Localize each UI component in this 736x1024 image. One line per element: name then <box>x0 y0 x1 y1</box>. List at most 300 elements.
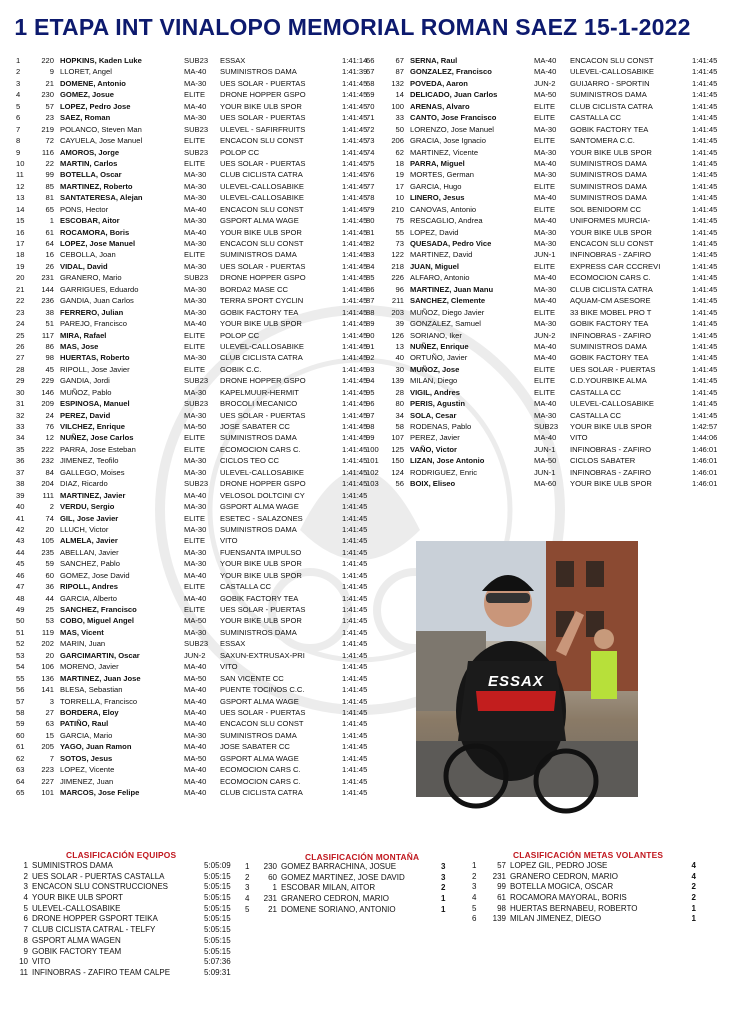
position-cell: 41 <box>16 513 25 523</box>
team-cell: ENCACON SLU CONST <box>220 719 304 729</box>
team-cell: GSPORT ALMA WAGE <box>220 753 299 763</box>
category-cell: ELITE <box>534 364 556 374</box>
category-cell: MA-30 <box>184 78 207 88</box>
dorsal-cell: 62 <box>395 147 404 157</box>
team-cell: ENCACON SLU CONST <box>220 136 304 146</box>
team-name: VITO <box>32 957 51 967</box>
rider-name-cell: ORTUÑO, Javier <box>410 353 468 363</box>
dorsal-cell: 111 <box>42 490 54 500</box>
dorsal-cell: 139 <box>391 376 404 386</box>
position-cell: 53 <box>16 650 25 660</box>
rider-name-cell: GARCIA, Mario <box>60 730 113 740</box>
position-cell: 39 <box>16 490 25 500</box>
result-row <box>366 341 736 352</box>
position-cell: 68 <box>366 78 375 88</box>
time-cell: 1:41:45 <box>342 742 368 752</box>
rider-name-cell: PAREJO, Francisco <box>60 319 127 329</box>
position-cell: 6 <box>16 113 21 123</box>
category-cell: ELITE <box>184 90 206 100</box>
result-row <box>16 661 386 672</box>
team-cell: C.D.YOURBIKE ALMA <box>570 376 647 386</box>
position-cell: 29 <box>16 376 25 386</box>
category-cell: MA-30 <box>184 216 207 226</box>
team-cell: YOUR BIKE ULB SPOR <box>220 101 302 111</box>
dorsal-cell: 23 <box>45 113 54 123</box>
mountain-dorsal: 60 <box>268 872 277 882</box>
category-cell: MA-40 <box>534 56 557 65</box>
time-cell: 1:41:45 <box>342 307 368 317</box>
category-cell: MA-30 <box>184 410 207 420</box>
position-cell: 103 <box>366 479 379 489</box>
time-cell: 1:41:45 <box>342 376 368 386</box>
position-cell: 12 <box>16 181 25 191</box>
time-cell: 1:41:45 <box>342 364 368 374</box>
dorsal-cell: 16 <box>45 250 54 260</box>
position-cell: 42 <box>16 524 25 534</box>
team-time: 5:09:31 <box>204 967 231 977</box>
time-cell: 1:41:45 <box>692 376 718 386</box>
result-row <box>16 467 386 478</box>
result-row <box>16 192 386 203</box>
category-cell: MA-30 <box>184 627 207 637</box>
mountain-position: 3 <box>245 883 250 893</box>
time-cell: 1:41:45 <box>692 204 718 214</box>
category-cell: MA-40 <box>534 353 557 363</box>
result-row <box>16 764 386 775</box>
dorsal-cell: 55 <box>395 227 404 237</box>
category-cell: SUB23 <box>184 124 209 134</box>
time-cell: 1:41:45 <box>342 124 368 134</box>
rider-name-cell: JIMENEZ, Teofilo <box>60 456 119 466</box>
rider-name-cell: ROCAMORA, Boris <box>60 227 130 237</box>
position-cell: 35 <box>16 444 25 454</box>
rider-name-cell: DELICADO, Juan Carlos <box>410 90 498 100</box>
result-row <box>16 112 386 123</box>
page-title: 1 ETAPA INT VINALOPO MEMORIAL ROMAN SAEZ 15-1-2022 <box>14 14 691 40</box>
position-cell: 87 <box>366 296 375 306</box>
dorsal-cell: 122 <box>391 250 404 260</box>
position-cell: 97 <box>366 410 375 420</box>
rider-name-cell: PARRA, Miguel <box>410 158 465 168</box>
category-cell: MA-30 <box>184 181 207 191</box>
category-cell: SUB23 <box>184 399 209 409</box>
team-cell: UES SOLAR - PUERTAS <box>220 158 306 168</box>
category-cell: MA-50 <box>184 673 207 683</box>
team-cell: GOBIK FACTORY TEA <box>220 307 299 317</box>
result-row <box>366 375 736 386</box>
time-cell: 1:42:57 <box>692 422 718 431</box>
category-cell: MA-30 <box>534 227 557 237</box>
result-row <box>16 753 386 764</box>
rider-name-cell: NUÑEZ, Jose Carlos <box>60 433 134 443</box>
team-time: 5:05:15 <box>204 925 231 935</box>
position-cell: 11 <box>16 170 24 180</box>
category-cell: SUB23 <box>184 479 209 489</box>
team-cell: CASTALLA CC <box>220 582 271 592</box>
team-time: 5:05:15 <box>204 935 231 945</box>
team-cell: YOUR BIKE ULB SPOR <box>220 319 302 329</box>
result-row <box>16 524 386 535</box>
rider-name-cell: SOTOS, Jesus <box>60 753 113 763</box>
category-cell: MA-50 <box>184 422 207 431</box>
position-cell: 88 <box>366 307 375 317</box>
team-cell: CASTALLA CC <box>570 410 621 420</box>
rider-name-cell: MARTINEZ, Javier <box>60 490 126 500</box>
time-cell: 1:41:45 <box>342 502 368 512</box>
rider-name-cell: JUAN, Miguel <box>410 261 459 271</box>
position-cell: 55 <box>16 673 25 683</box>
category-cell: MA-30 <box>184 353 207 363</box>
team-cell: CASTALLA CC <box>570 387 621 397</box>
position-cell: 9 <box>16 147 21 157</box>
team-row <box>14 914 244 925</box>
result-row <box>16 147 386 158</box>
category-cell: SUB23 <box>184 56 209 65</box>
dorsal-cell: 150 <box>391 456 404 466</box>
dorsal-cell: 20 <box>45 524 54 534</box>
team-cell: ESSAX <box>220 639 246 649</box>
team-name: INFINOBRAS - ZAFIRO TEAM CALPE <box>32 967 171 977</box>
team-cell: POLOP CC <box>220 147 260 157</box>
dorsal-cell: 136 <box>41 673 54 683</box>
time-cell: 1:41:45 <box>342 627 368 637</box>
mountain-rider-name: GOMEZ MARTINEZ, JOSE DAVID <box>281 872 405 882</box>
result-row <box>366 284 736 295</box>
category-cell: JUN-1 <box>534 467 556 477</box>
result-row <box>366 158 736 169</box>
category-cell: MA-50 <box>534 90 557 100</box>
result-row <box>16 741 386 752</box>
time-cell: 1:41:45 <box>342 181 368 191</box>
rider-name-cell: SANCHEZ, Pablo <box>60 559 120 569</box>
category-cell: SUB23 <box>184 639 209 649</box>
time-cell: 1:41:45 <box>692 330 718 340</box>
team-cell: DRONE HOPPER GSPO <box>220 273 306 283</box>
team-cell: SUMINISTROS DAMA <box>570 181 647 191</box>
dorsal-cell: 202 <box>41 639 54 649</box>
result-row <box>16 318 386 329</box>
team-position: 6 <box>23 914 28 924</box>
result-row <box>16 387 386 398</box>
category-cell: ELITE <box>184 364 206 374</box>
mountain-row <box>245 883 461 894</box>
position-cell: 48 <box>16 593 25 603</box>
team-cell: ECOMOCION CARS C. <box>570 273 651 283</box>
team-cell: YOUR BIKE ULB SPOR <box>570 479 652 489</box>
dorsal-cell: 34 <box>395 410 404 420</box>
dorsal-cell: 58 <box>395 422 404 431</box>
time-cell: 1:41:45 <box>342 158 368 168</box>
mountain-points: 1 <box>441 904 446 914</box>
dorsal-cell: 232 <box>41 456 54 466</box>
result-row <box>366 364 736 375</box>
result-row <box>366 147 736 158</box>
time-cell: 1:41:45 <box>342 650 368 660</box>
team-cell: GOBIK FACTORY TEA <box>220 593 299 603</box>
rider-name-cell: MIRA, Rafael <box>60 330 107 340</box>
dorsal-cell: 124 <box>391 467 404 477</box>
position-cell: 20 <box>16 273 25 283</box>
result-row <box>16 272 386 283</box>
dorsal-cell: 53 <box>45 616 54 626</box>
time-cell: 1:41:45 <box>342 193 368 203</box>
time-cell: 1:41:45 <box>692 101 718 111</box>
position-cell: 46 <box>16 570 25 580</box>
position-cell: 84 <box>366 261 375 271</box>
category-cell: MA-30 <box>184 467 207 477</box>
time-cell: 1:41:45 <box>692 67 718 77</box>
team-row <box>14 872 244 883</box>
dorsal-cell: 1 <box>49 216 54 226</box>
result-row <box>366 66 736 77</box>
time-cell: 1:41:45 <box>342 113 368 123</box>
result-row <box>16 375 386 386</box>
sprint-position: 4 <box>472 893 477 903</box>
result-row <box>366 249 736 260</box>
team-cell: CLUB CICLISTA CATRA <box>220 788 303 797</box>
dorsal-cell: 81 <box>45 193 54 203</box>
dorsal-cell: 56 <box>395 479 404 489</box>
dorsal-cell: 51 <box>45 319 54 329</box>
jersey-text: ESSAX <box>488 673 544 690</box>
team-cell: ESSAX <box>220 56 246 65</box>
team-cell: GSPORT ALMA WAGE <box>220 696 299 706</box>
team-cell: INFINOBRAS - ZAFIRO <box>570 444 652 454</box>
category-cell: ELITE <box>534 307 556 317</box>
rider-name-cell: LOPEZ, Vicente <box>60 765 115 775</box>
mountain-position: 2 <box>245 872 250 882</box>
team-name: SUMINISTROS DAMA <box>32 861 113 870</box>
time-cell: 1:41:45 <box>342 227 368 237</box>
time-cell: 1:41:45 <box>692 410 718 420</box>
dorsal-cell: 59 <box>45 559 54 569</box>
time-cell: 1:41:45 <box>692 353 718 363</box>
result-row <box>16 55 386 66</box>
rider-name-cell: MARCOS, Jose Felipe <box>60 788 140 797</box>
result-row <box>366 204 736 215</box>
result-row <box>16 718 386 729</box>
time-cell: 1:41:45 <box>692 56 718 65</box>
rider-name-cell: CANTO, Jose Francisco <box>410 113 497 123</box>
team-cell: ECOMOCION CARS C. <box>220 765 301 775</box>
dorsal-cell: 204 <box>41 479 54 489</box>
category-cell: JUN-2 <box>534 330 556 340</box>
team-cell: SUMINISTROS DAMA <box>570 170 647 180</box>
team-cell: AQUAM-CM ASESORE <box>570 296 651 306</box>
result-row <box>16 284 386 295</box>
team-cell: EXPRESS CAR CCCREVI <box>570 261 661 271</box>
dorsal-cell: 226 <box>391 273 404 283</box>
time-cell: 1:41:45 <box>692 158 718 168</box>
category-cell: MA-40 <box>184 788 207 797</box>
dorsal-cell: 30 <box>395 364 404 374</box>
team-cell: SUMINISTROS DAMA <box>220 250 297 260</box>
position-cell: 21 <box>16 284 25 294</box>
category-cell: MA-40 <box>534 341 557 351</box>
result-row <box>366 478 736 489</box>
dorsal-cell: 222 <box>41 444 54 454</box>
dorsal-cell: 105 <box>41 536 54 546</box>
category-cell: ELITE <box>534 204 556 214</box>
mountain-rider-name: DOMENE SORIANO, ANTONIO <box>281 904 396 914</box>
team-cell: INFINOBRAS - ZAFIRO <box>570 250 652 260</box>
team-cell: SUMINISTROS DAMA <box>220 524 297 534</box>
rider-name-cell: MARTINEZ, Roberto <box>60 181 133 191</box>
result-row <box>16 78 386 89</box>
category-cell: MA-40 <box>534 216 557 226</box>
rider-name-cell: BORDERA, Eloy <box>60 707 119 717</box>
dorsal-cell: 2 <box>49 502 54 512</box>
team-cell: GSPORT ALMA WAGE <box>220 502 299 512</box>
mountain-row <box>245 862 461 873</box>
position-cell: 80 <box>366 216 375 226</box>
mountain-dorsal: 1 <box>272 883 277 893</box>
category-cell: ELITE <box>534 101 556 111</box>
rider-name-cell: GARCIA, Alberto <box>60 593 117 603</box>
time-cell: 1:41:45 <box>692 239 718 248</box>
time-cell: 1:41:45 <box>342 547 368 557</box>
position-cell: 101 <box>366 456 379 466</box>
team-position: 8 <box>23 935 28 945</box>
category-cell: MA-40 <box>534 399 557 409</box>
time-cell: 1:41:45 <box>342 570 368 580</box>
time-cell: 1:41:45 <box>692 90 718 100</box>
team-time: 5:07:36 <box>204 957 231 967</box>
result-row <box>16 135 386 146</box>
rider-name-cell: RIPOLL, Andres <box>60 582 118 592</box>
rider-name-cell: PEREZ, Javier <box>410 433 460 443</box>
rider-name-cell: PEREZ, David <box>60 410 111 420</box>
team-cell: CLUB CICLISTA CATRA <box>570 101 653 111</box>
dorsal-cell: 7 <box>49 753 54 763</box>
time-cell: 1:41:39 <box>342 67 368 77</box>
dorsal-cell: 24 <box>45 410 54 420</box>
rider-name-cell: LLUCH, Victor <box>60 524 109 534</box>
team-classification-title: CLASIFICACIÓN EQUIPOS <box>66 850 177 860</box>
rider-name-cell: SOLA, Cesar <box>410 410 457 420</box>
dorsal-cell: 206 <box>391 136 404 146</box>
position-cell: 65 <box>16 788 25 797</box>
position-cell: 13 <box>16 193 25 203</box>
sprint-dorsal: 139 <box>492 914 506 924</box>
team-cell: UES SOLAR - PUERTAS <box>220 113 306 123</box>
result-row <box>16 787 386 798</box>
category-cell: ELITE <box>534 113 556 123</box>
team-cell: PUENTE TOCINOS C.C. <box>220 685 305 695</box>
rider-name-cell: BOTELLA, Oscar <box>60 170 122 180</box>
dorsal-cell: 116 <box>41 147 54 157</box>
mountain-row <box>245 905 461 916</box>
team-cell: JOSE SABATER CC <box>220 742 290 752</box>
team-cell: SUMINISTROS DAMA <box>220 627 297 637</box>
team-cell: ESETEC - SALAZONES <box>220 513 303 523</box>
result-row <box>366 455 736 466</box>
result-row <box>16 707 386 718</box>
rider-name-cell: GIL, Jose Javier <box>60 513 119 523</box>
result-row <box>366 352 736 363</box>
position-cell: 90 <box>366 330 375 340</box>
team-cell: YOUR BIKE ULB SPOR <box>570 422 652 431</box>
result-row <box>366 112 736 123</box>
position-cell: 19 <box>16 261 25 271</box>
rider-name-cell: GARRIGUES, Eduardo <box>60 284 139 294</box>
time-cell: 1:46:01 <box>692 467 718 477</box>
team-cell: VELOSOL DOLTCINI CY <box>220 490 305 500</box>
time-cell: 1:41:45 <box>342 490 368 500</box>
dorsal-cell: 96 <box>395 284 404 294</box>
result-row <box>16 696 386 707</box>
dorsal-cell: 19 <box>395 170 404 180</box>
dorsal-cell: 219 <box>41 124 54 134</box>
time-cell: 1:41:45 <box>692 181 718 191</box>
result-row <box>16 558 386 569</box>
result-row <box>366 398 736 409</box>
result-row <box>16 238 386 249</box>
result-row <box>16 249 386 260</box>
team-cell: ECOMOCION CARS C. <box>220 444 301 454</box>
rider-name-cell: GONZALEZ, Francisco <box>410 67 492 77</box>
sprint-points: 4 <box>691 871 696 881</box>
position-cell: 1 <box>16 56 21 65</box>
result-row <box>16 444 386 455</box>
category-cell: ELITE <box>534 261 556 271</box>
dorsal-cell: 26 <box>45 261 54 271</box>
rider-name-cell: VILCHEZ, Enrique <box>60 422 125 431</box>
result-row <box>16 501 386 512</box>
mountain-rider-name: GOMEZ BARRACHINA, JOSUE <box>281 862 397 871</box>
team-name: GOBIK FACTORY TEAM <box>32 946 122 956</box>
time-cell: 1:46:01 <box>692 444 718 454</box>
result-row <box>366 272 736 283</box>
rider-name-cell: MARTINEZ, Juan Jose <box>60 673 141 683</box>
rider-name-cell: GANDIA, Jordi <box>60 376 110 386</box>
dorsal-cell: 60 <box>45 570 54 580</box>
time-cell: 1:41:45 <box>342 136 368 146</box>
team-name: GSPORT ALMA WAGEN <box>32 935 121 945</box>
dorsal-cell: 210 <box>391 204 404 214</box>
time-cell: 1:41:45 <box>342 216 368 226</box>
rider-name-cell: MUÑOZ, Diego Javier <box>410 307 485 317</box>
rider-name-cell: PATIÑO, Raul <box>60 719 109 729</box>
mountain-dorsal: 231 <box>263 894 277 904</box>
dorsal-cell: 227 <box>41 776 54 786</box>
dorsal-cell: 15 <box>45 730 54 740</box>
category-cell: MA-30 <box>534 319 557 329</box>
rider-name-cell: MAS, Vicent <box>60 627 104 637</box>
team-cell: CLUB CICLISTA CATRA <box>220 353 303 363</box>
team-position: 9 <box>23 946 28 956</box>
team-cell: CLUB CICLISTA CATRA <box>220 170 303 180</box>
time-cell: 1:41:45 <box>342 513 368 523</box>
cyclist-photo-illustration <box>416 541 638 797</box>
rider-name-cell: PERIS, Agustin <box>410 399 465 409</box>
team-cell: BORDA2 MASE CC <box>220 284 288 294</box>
time-cell: 1:41:45 <box>692 250 718 260</box>
result-row <box>16 776 386 787</box>
time-cell: 1:41:45 <box>342 239 368 248</box>
position-cell: 47 <box>16 582 25 592</box>
dorsal-cell: 18 <box>395 158 404 168</box>
time-cell: 1:41:45 <box>342 707 368 717</box>
position-cell: 37 <box>16 467 25 477</box>
result-row <box>366 124 736 135</box>
result-row <box>16 593 386 604</box>
team-cell: GOBIK FACTORY TEA <box>570 319 649 329</box>
dorsal-cell: 63 <box>45 719 54 729</box>
results-table-left <box>16 55 386 798</box>
time-cell: 1:41:45 <box>342 284 368 294</box>
result-row <box>16 124 386 135</box>
